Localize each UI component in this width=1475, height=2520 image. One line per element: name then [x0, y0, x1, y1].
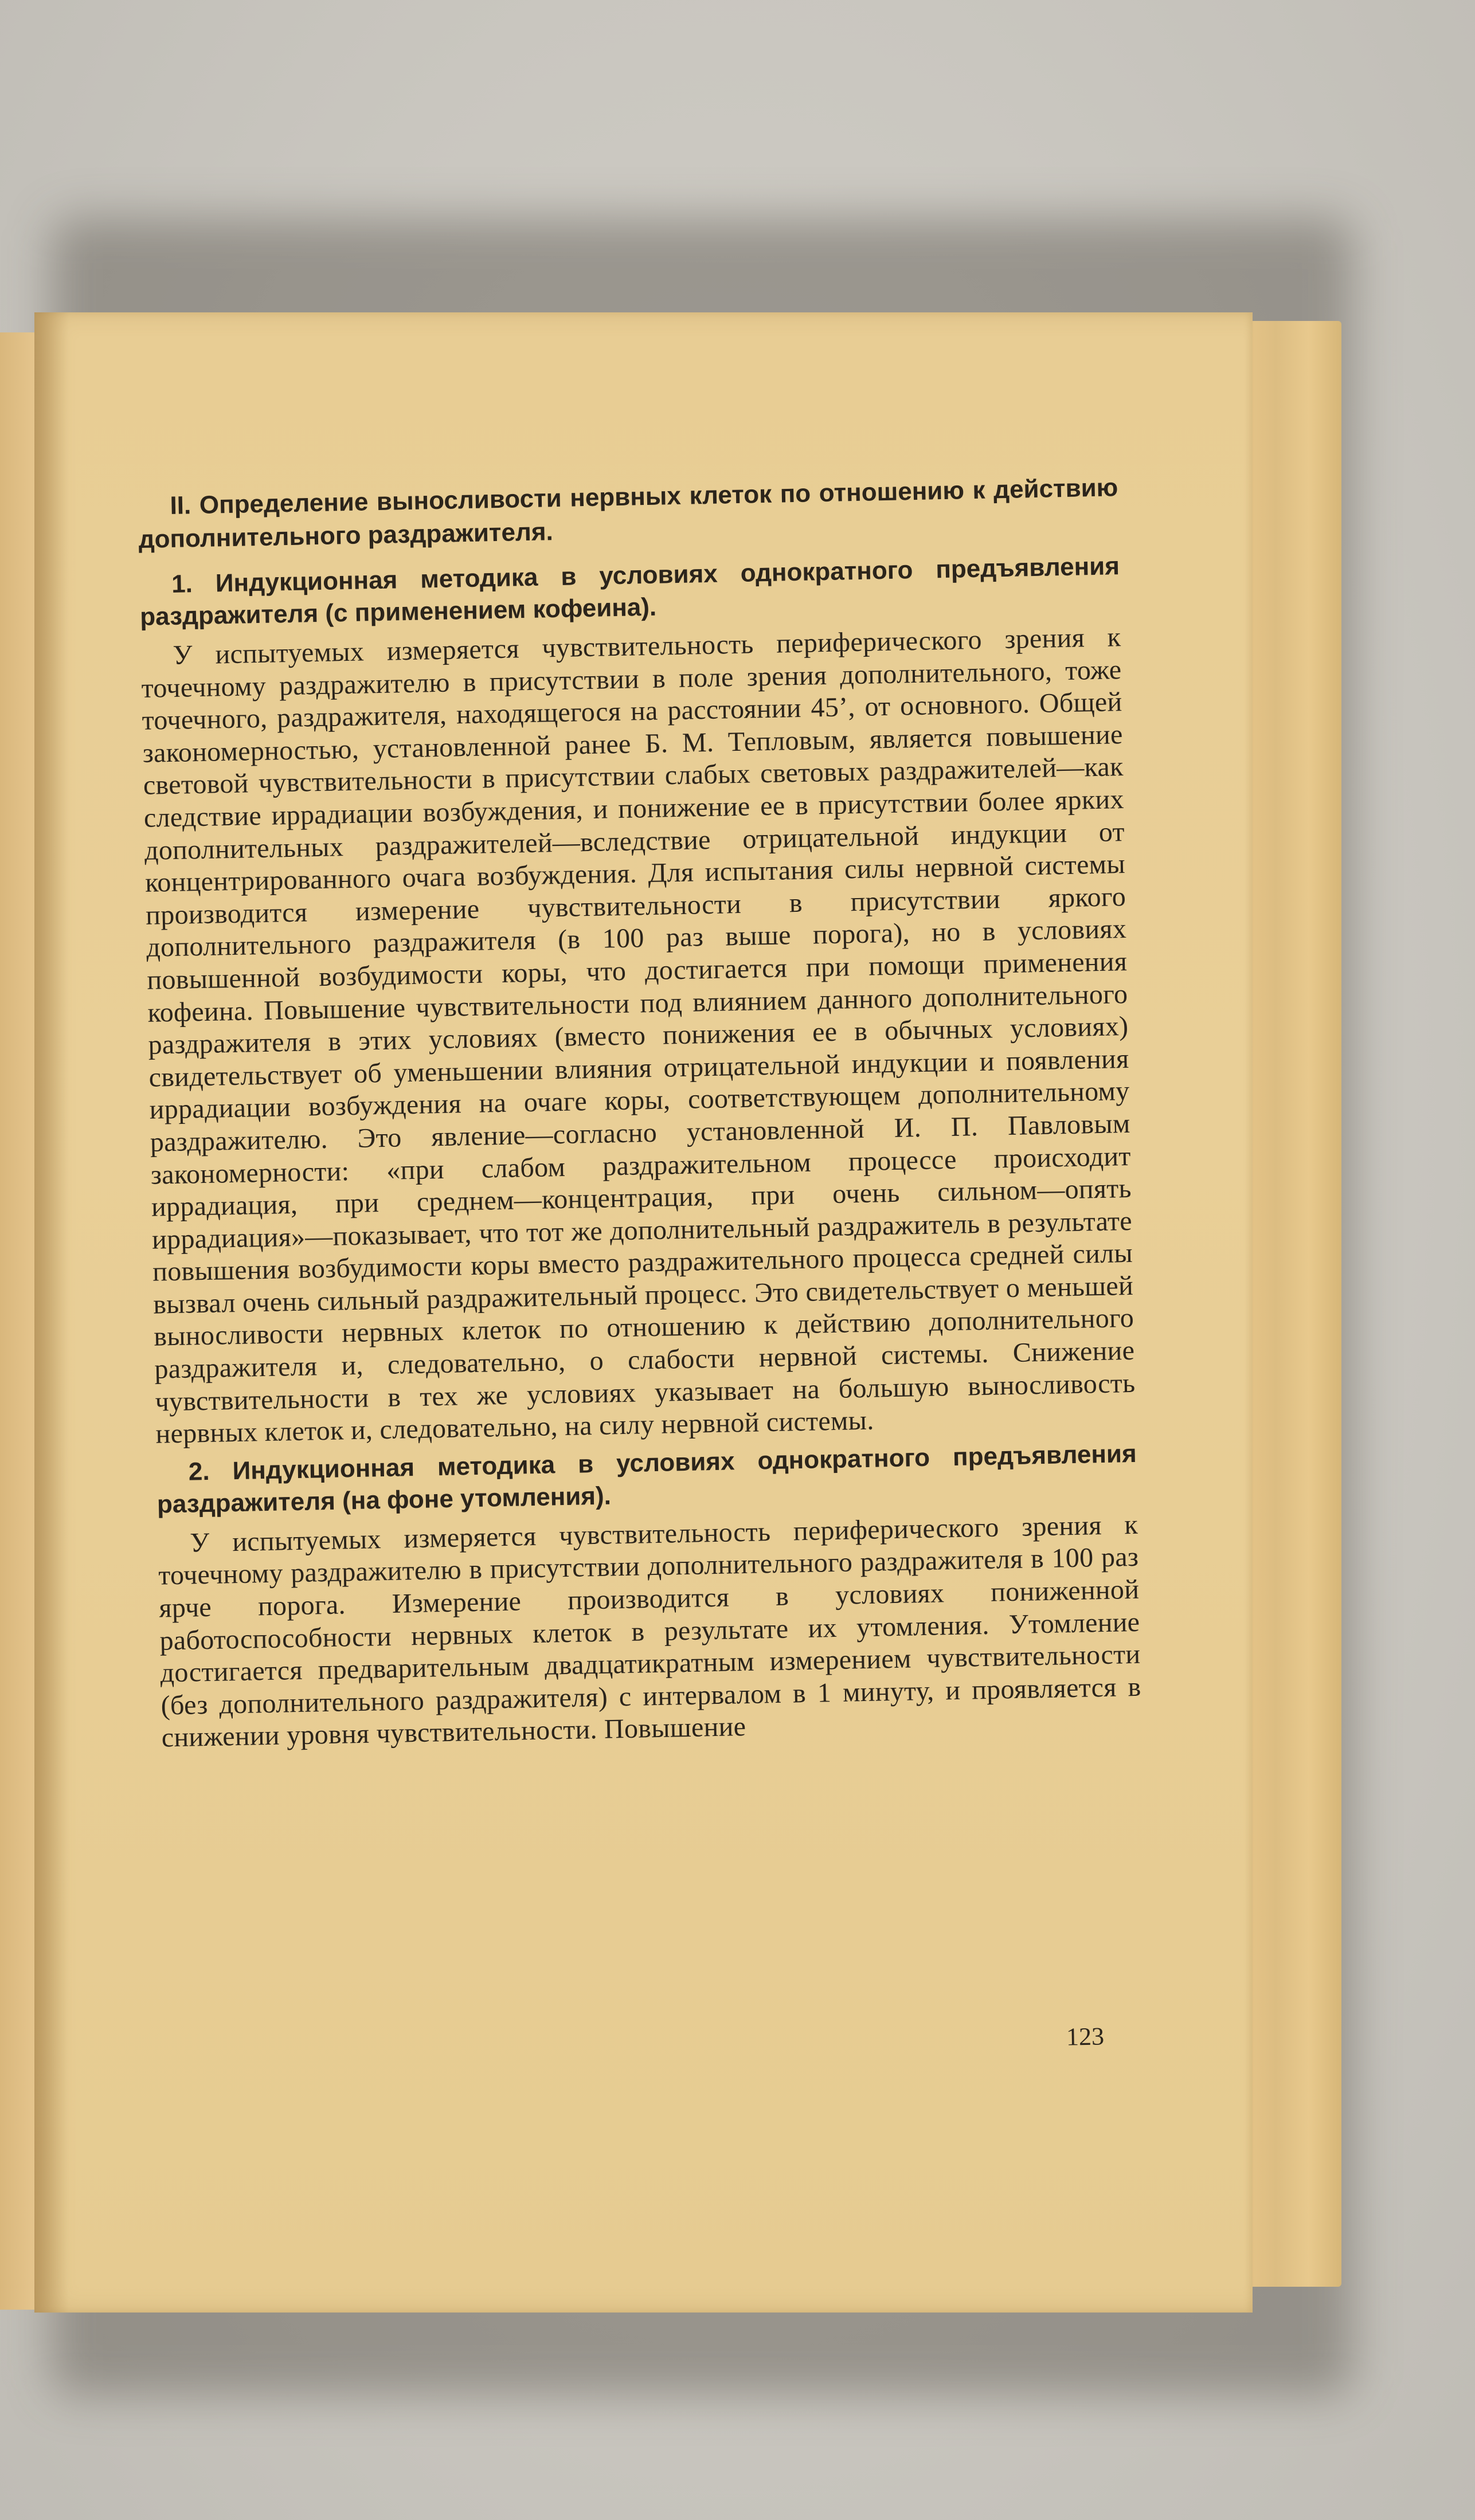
subsection-1-heading: 1. Индукционная методика в условиях однократного предъявления раздражителя (с применением кофеина).: [139, 552, 1120, 631]
subsection-2-heading: 2. Индукционная методика в условиях однократного предъявления раздражителя (на фоне утомления).: [157, 1439, 1137, 1519]
page-gutter: [34, 312, 69, 2313]
section-heading: II. Определение выносливости нервных клеток по отношению к действию дополнительного раздражителя.: [138, 473, 1118, 554]
subsection-1-paragraph: У испытуемых измеряется чувствительность периферического зрения к точечному раздражителю в присутствии в поле зрения дополнительного, тоже точечного, раздражителя, находящегося на расстоянии 45’, от основного. Общей закономерностью, установленной ранее Б. М. Тепловым, является повышение световой чувствительности в присутствии слабых световых раздражителей—как следствие иррадиации возбуждения, и понижение ее в присутствии более ярких дополнительных раздражителей—вследствие отрицательной индукции от концентрированного очага возбуждения. Для испытания силы нервной системы производится измерение чувствительности в присутствии яркого дополнительного раздражителя (в 100 раз выше порога), но в условиях повышенной возбудимости коры, что достигается при помощи применения кофеина. Повышение чувствительности под влиянием данного дополнительного раздражителя в этих условиях (вместо понижения ее в обычных условиях) свидетельствует об уменьшении влияния отрицательной индукции и появления иррадиации возбуждения на очаге коры, соответствующем дополнительному раздражителю. Это явление—согласно установленной И. П. Павловым закономерности: «при слабом раздражительном процессе происходит иррадиация, при среднем—концентрация, при очень сильном—опять иррадиация»—показывает, что тот же дополнительный раздражитель в результате повышения возбудимости коры вместо раздражительного процесса средней силы вызвал очень сильный раздражительный процесс. Это свидетельствует о меньшей выносливости нервных клеток по отношению к действию дополнительного раздражителя и, следовательно, о слабости нервной системы. Снижение чувствительности в тех же условиях указывает на большую выносливость нервных клеток и, следовательно, на силу нервной системы.: [141, 622, 1136, 1449]
subsection-2-paragraph: У испытуемых измеряется чувствительность периферического зрения к точечному раздражителю в присутствии дополнительного раздражителя в 100 раз ярче порога. Измерение производится в условиях пониженной работоспособности нервных клеток в результате их утомления. Утомление достигается предварительным двадцатикратным измерением чувствительности (без дополнительного раздражителя) с интервалом в 1 минуту, и проявляется в снижении уровня чувствительности. Повышение: [158, 1509, 1141, 1753]
page-number: 123: [1066, 2022, 1105, 2051]
page-content: [138, 471, 1142, 1760]
